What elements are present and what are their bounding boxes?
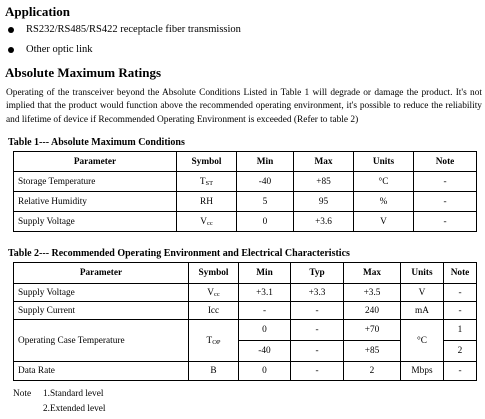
- max-cell: +85: [294, 172, 354, 192]
- application-bullet-2: Other optic link: [26, 44, 93, 55]
- table-row: [14, 320, 477, 341]
- col-header-note: Note: [444, 263, 477, 284]
- col-header-units: Units: [401, 263, 444, 284]
- bullet-icon: [8, 27, 14, 33]
- table-row: [14, 362, 477, 381]
- max-cell: +70: [344, 320, 401, 341]
- note-item-2: 2.Extended level: [43, 404, 106, 414]
- list-item: [8, 44, 93, 55]
- notes-label: Note: [13, 389, 32, 399]
- table-row: [14, 172, 477, 192]
- symbol-cell: [177, 192, 237, 212]
- symbol-sub: ST: [205, 179, 214, 187]
- symbol-main: RH: [200, 196, 213, 207]
- units-cell: °C: [354, 172, 414, 192]
- abs-max-paragraph: Operating of the transceiver beyond the Absolute Conditions Listed in Table 1 will degrade or damage the product. It's not implied that the product would function above the recommended operating environment, it's possible to reduce the reliability and lifetime of device if Recommended Operating Environment is exceeded (Refer to table 2): [6, 88, 482, 125]
- table-row: [14, 192, 477, 212]
- col-header-parameter: Parameter: [14, 152, 177, 172]
- min-cell: -40: [237, 172, 294, 192]
- min-cell: 0: [239, 320, 291, 341]
- symbol-cell: Icc: [189, 302, 239, 320]
- symbol-cell: [177, 212, 237, 232]
- symbol-cell: B: [189, 362, 239, 381]
- table-row: [14, 284, 477, 302]
- typ-cell: -: [291, 302, 344, 320]
- list-item: [8, 24, 241, 35]
- col-header-max: Max: [294, 152, 354, 172]
- param-cell: Supply Current: [14, 302, 189, 320]
- max-cell: +3.5: [344, 284, 401, 302]
- param-cell: Supply Voltage: [14, 284, 189, 302]
- min-cell: -40: [239, 341, 291, 362]
- col-header-typ: Typ: [291, 263, 344, 284]
- symbol-sub: cc: [206, 219, 213, 227]
- table-row: [14, 212, 477, 232]
- table2-caption: Table 2--- Recommended Operating Environment and Electrical Characteristics: [8, 248, 350, 259]
- param-cell: Supply Voltage: [14, 212, 177, 232]
- bullet-icon: [8, 47, 14, 53]
- symbol-cell: [177, 172, 237, 192]
- col-header-min: Min: [239, 263, 291, 284]
- param-cell: Operating Case Temperature: [14, 320, 189, 362]
- abs-max-heading: Absolute Maximum Ratings: [5, 65, 162, 80]
- max-cell: +3.6: [294, 212, 354, 232]
- table-header-row: [14, 152, 477, 172]
- units-cell: mA: [401, 302, 444, 320]
- max-cell: +85: [344, 341, 401, 362]
- note-cell: -: [414, 212, 477, 232]
- application-bullet-1: RS232/RS485/RS422 receptacle fiber transmission: [26, 24, 241, 35]
- table2: [13, 262, 477, 381]
- symbol-sub: cc: [213, 290, 220, 298]
- symbol-main: T: [199, 176, 206, 187]
- typ-cell: -: [291, 320, 344, 341]
- typ-cell: -: [291, 362, 344, 381]
- min-cell: 5: [237, 192, 294, 212]
- units-cell: V: [354, 212, 414, 232]
- symbol-main: T: [206, 335, 213, 346]
- units-cell: Mbps: [401, 362, 444, 381]
- note-cell: -: [444, 302, 477, 320]
- param-cell: Data Rate: [14, 362, 189, 381]
- typ-cell: -: [291, 341, 344, 362]
- max-cell: 95: [294, 192, 354, 212]
- table1: [13, 151, 477, 232]
- col-header-note: Note: [414, 152, 477, 172]
- col-header-symbol: Symbol: [189, 263, 239, 284]
- note-cell: 2: [444, 341, 477, 362]
- note-item-1: 1.Standard level: [43, 389, 104, 399]
- symbol-main: V: [207, 287, 214, 298]
- units-cell: V: [401, 284, 444, 302]
- units-cell: %: [354, 192, 414, 212]
- table1-caption: Table 1--- Absolute Maximum Conditions: [8, 137, 185, 148]
- symbol-cell: [189, 284, 239, 302]
- min-cell: -: [239, 302, 291, 320]
- col-header-units: Units: [354, 152, 414, 172]
- table-row: [14, 302, 477, 320]
- col-header-max: Max: [344, 263, 401, 284]
- col-header-symbol: Symbol: [177, 152, 237, 172]
- note-cell: -: [444, 284, 477, 302]
- min-cell: +3.1: [239, 284, 291, 302]
- symbol-sub: OP: [212, 338, 221, 346]
- symbol-cell: [189, 320, 239, 362]
- symbol-main: V: [200, 216, 207, 227]
- max-cell: 2: [344, 362, 401, 381]
- note-cell: 1: [444, 320, 477, 341]
- table-header-row: [14, 263, 477, 284]
- note-cell: -: [414, 172, 477, 192]
- min-cell: 0: [239, 362, 291, 381]
- typ-cell: +3.3: [291, 284, 344, 302]
- param-cell: Storage Temperature: [14, 172, 177, 192]
- note-cell: -: [444, 362, 477, 381]
- col-header-min: Min: [237, 152, 294, 172]
- min-cell: 0: [237, 212, 294, 232]
- param-cell: Relative Humidity: [14, 192, 177, 212]
- application-heading: Application: [5, 4, 71, 19]
- max-cell: 240: [344, 302, 401, 320]
- units-cell: °C: [401, 320, 444, 362]
- col-header-parameter: Parameter: [14, 263, 189, 284]
- note-cell: -: [414, 192, 477, 212]
